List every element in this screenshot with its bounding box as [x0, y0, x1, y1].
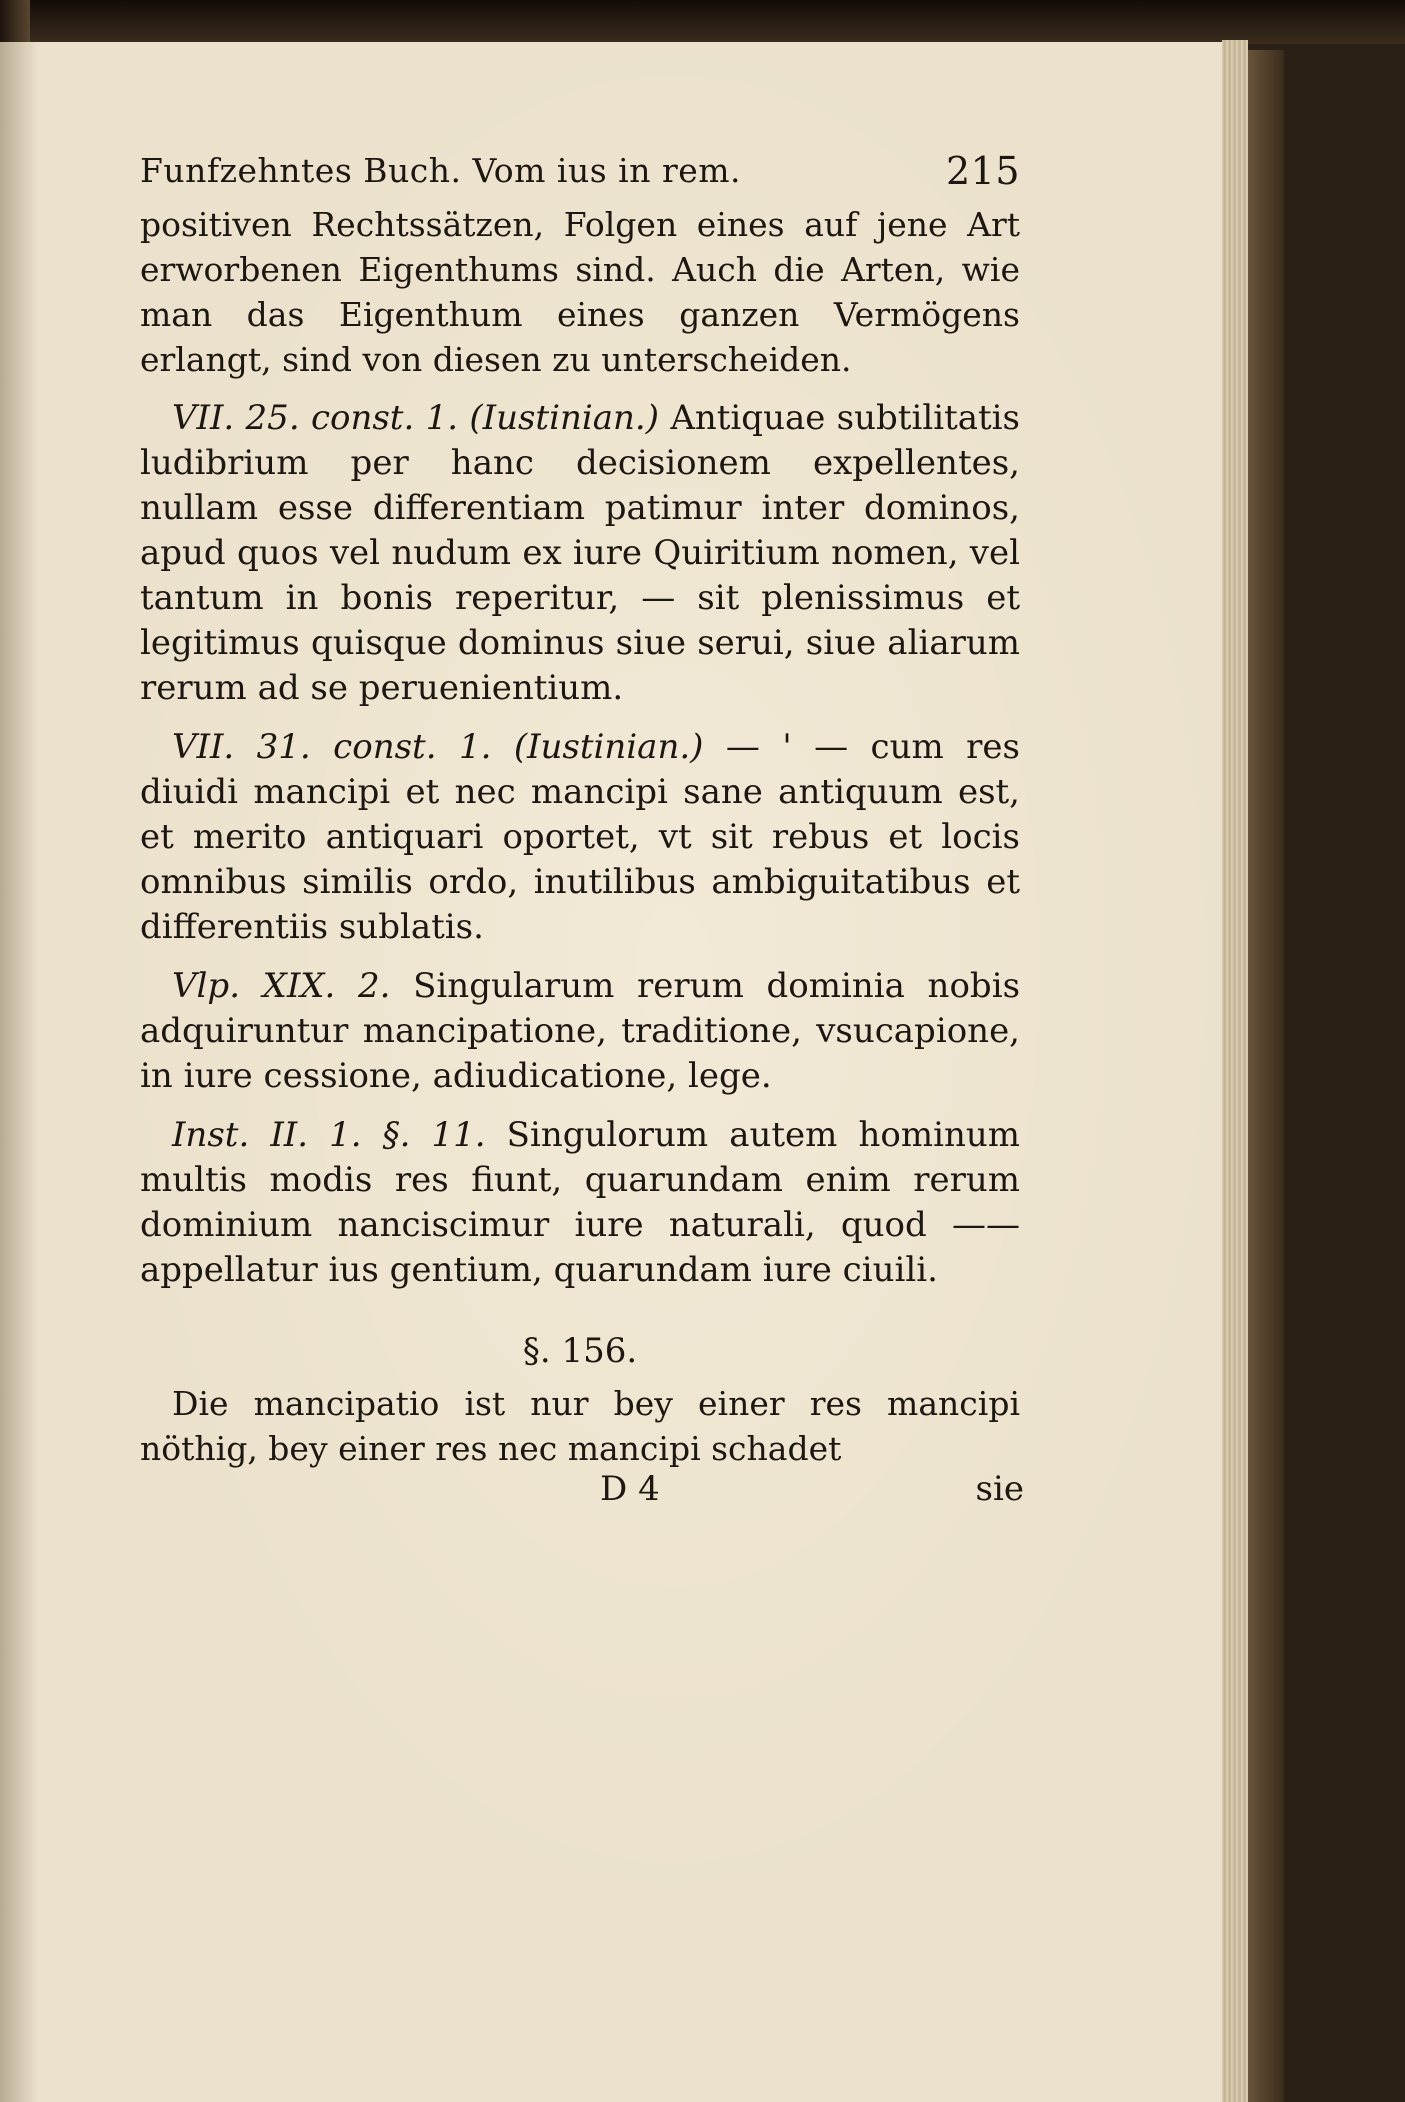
- citation-reference: Vlp. XIX. 2.: [172, 966, 391, 1006]
- citation-reference: VII. 25. const. 1. (Iustinian.): [172, 398, 659, 438]
- citation-reference: Inst. II. 1. §. 11.: [172, 1115, 486, 1155]
- running-head-title: Funfzehntes Buch. Vom ius in rem.: [140, 151, 742, 190]
- citation-text: Singulorum autem hominum multis modis res fiunt, quarundam enim rerum dominium nanciscimur iure naturali, quod —— appellatur ius gentium, quarundam iure ciuili.: [140, 1115, 1021, 1290]
- citation-paragraph: [140, 1113, 1020, 1293]
- top-shadow: [0, 0, 1405, 44]
- catchword: sie: [975, 1469, 1024, 1509]
- page-edges: [1222, 40, 1248, 2102]
- book-cover-edge: [1248, 50, 1284, 2102]
- footer-line: [140, 1469, 1024, 1509]
- citation-paragraph: [140, 964, 1020, 1099]
- page-text-block: [140, 140, 1024, 1509]
- citation-text: Singularum rerum dominia nobis adquiruntur mancipatione, traditione, vsucapione, in iure cessione, adiudicatione, lege.: [140, 966, 1021, 1096]
- spacer: [140, 382, 1020, 396]
- closing-paragraph: Die mancipatio ist nur bey einer res mancipi nöthig, bey einer res nec mancipi schadet: [140, 1384, 1020, 1468]
- citation-paragraph: [140, 725, 1020, 950]
- section-heading: §. 156.: [522, 1331, 638, 1371]
- page-number: 215: [945, 149, 1020, 193]
- spacer: [140, 1099, 1020, 1113]
- citation-text: Antiquae subtilitatis ludibrium per hanc decisionem expellentes, nullam esse differentiam patimur inter dominos, apud quos vel nudum ex iure Quiritium nomen, vel tantum in bonis reperitur, — sit plenissimus et legitimus quisque dominus siue serui, siue aliarum rerum ad se peruenientium.: [140, 398, 1020, 708]
- running-head: [140, 140, 1020, 202]
- spacer: [140, 711, 1020, 725]
- paragraph-german-continuation: positiven Rechtssätzen, Folgen eines auf jene Art erworbenen Eigenthums sind. Auch die Arten, wie man das Eigenthum eines ganzen Vermögens erlangt, sind von diesen zu unterscheiden.: [140, 205, 1020, 379]
- citation-text: — ' — cum res diuidi mancipi et nec mancipi sane antiquum est, et merito antiquari oportet, vt sit rebus et locis omnibus similis ordo, inutilibus ambiguitatibus et differentiis sublatis.: [140, 727, 1020, 947]
- spacer: [140, 950, 1020, 964]
- citation-paragraph: [140, 396, 1020, 711]
- signature-mark: D 4: [600, 1469, 660, 1509]
- citation-reference: VII. 31. const. 1. (Iustinian.): [172, 727, 704, 767]
